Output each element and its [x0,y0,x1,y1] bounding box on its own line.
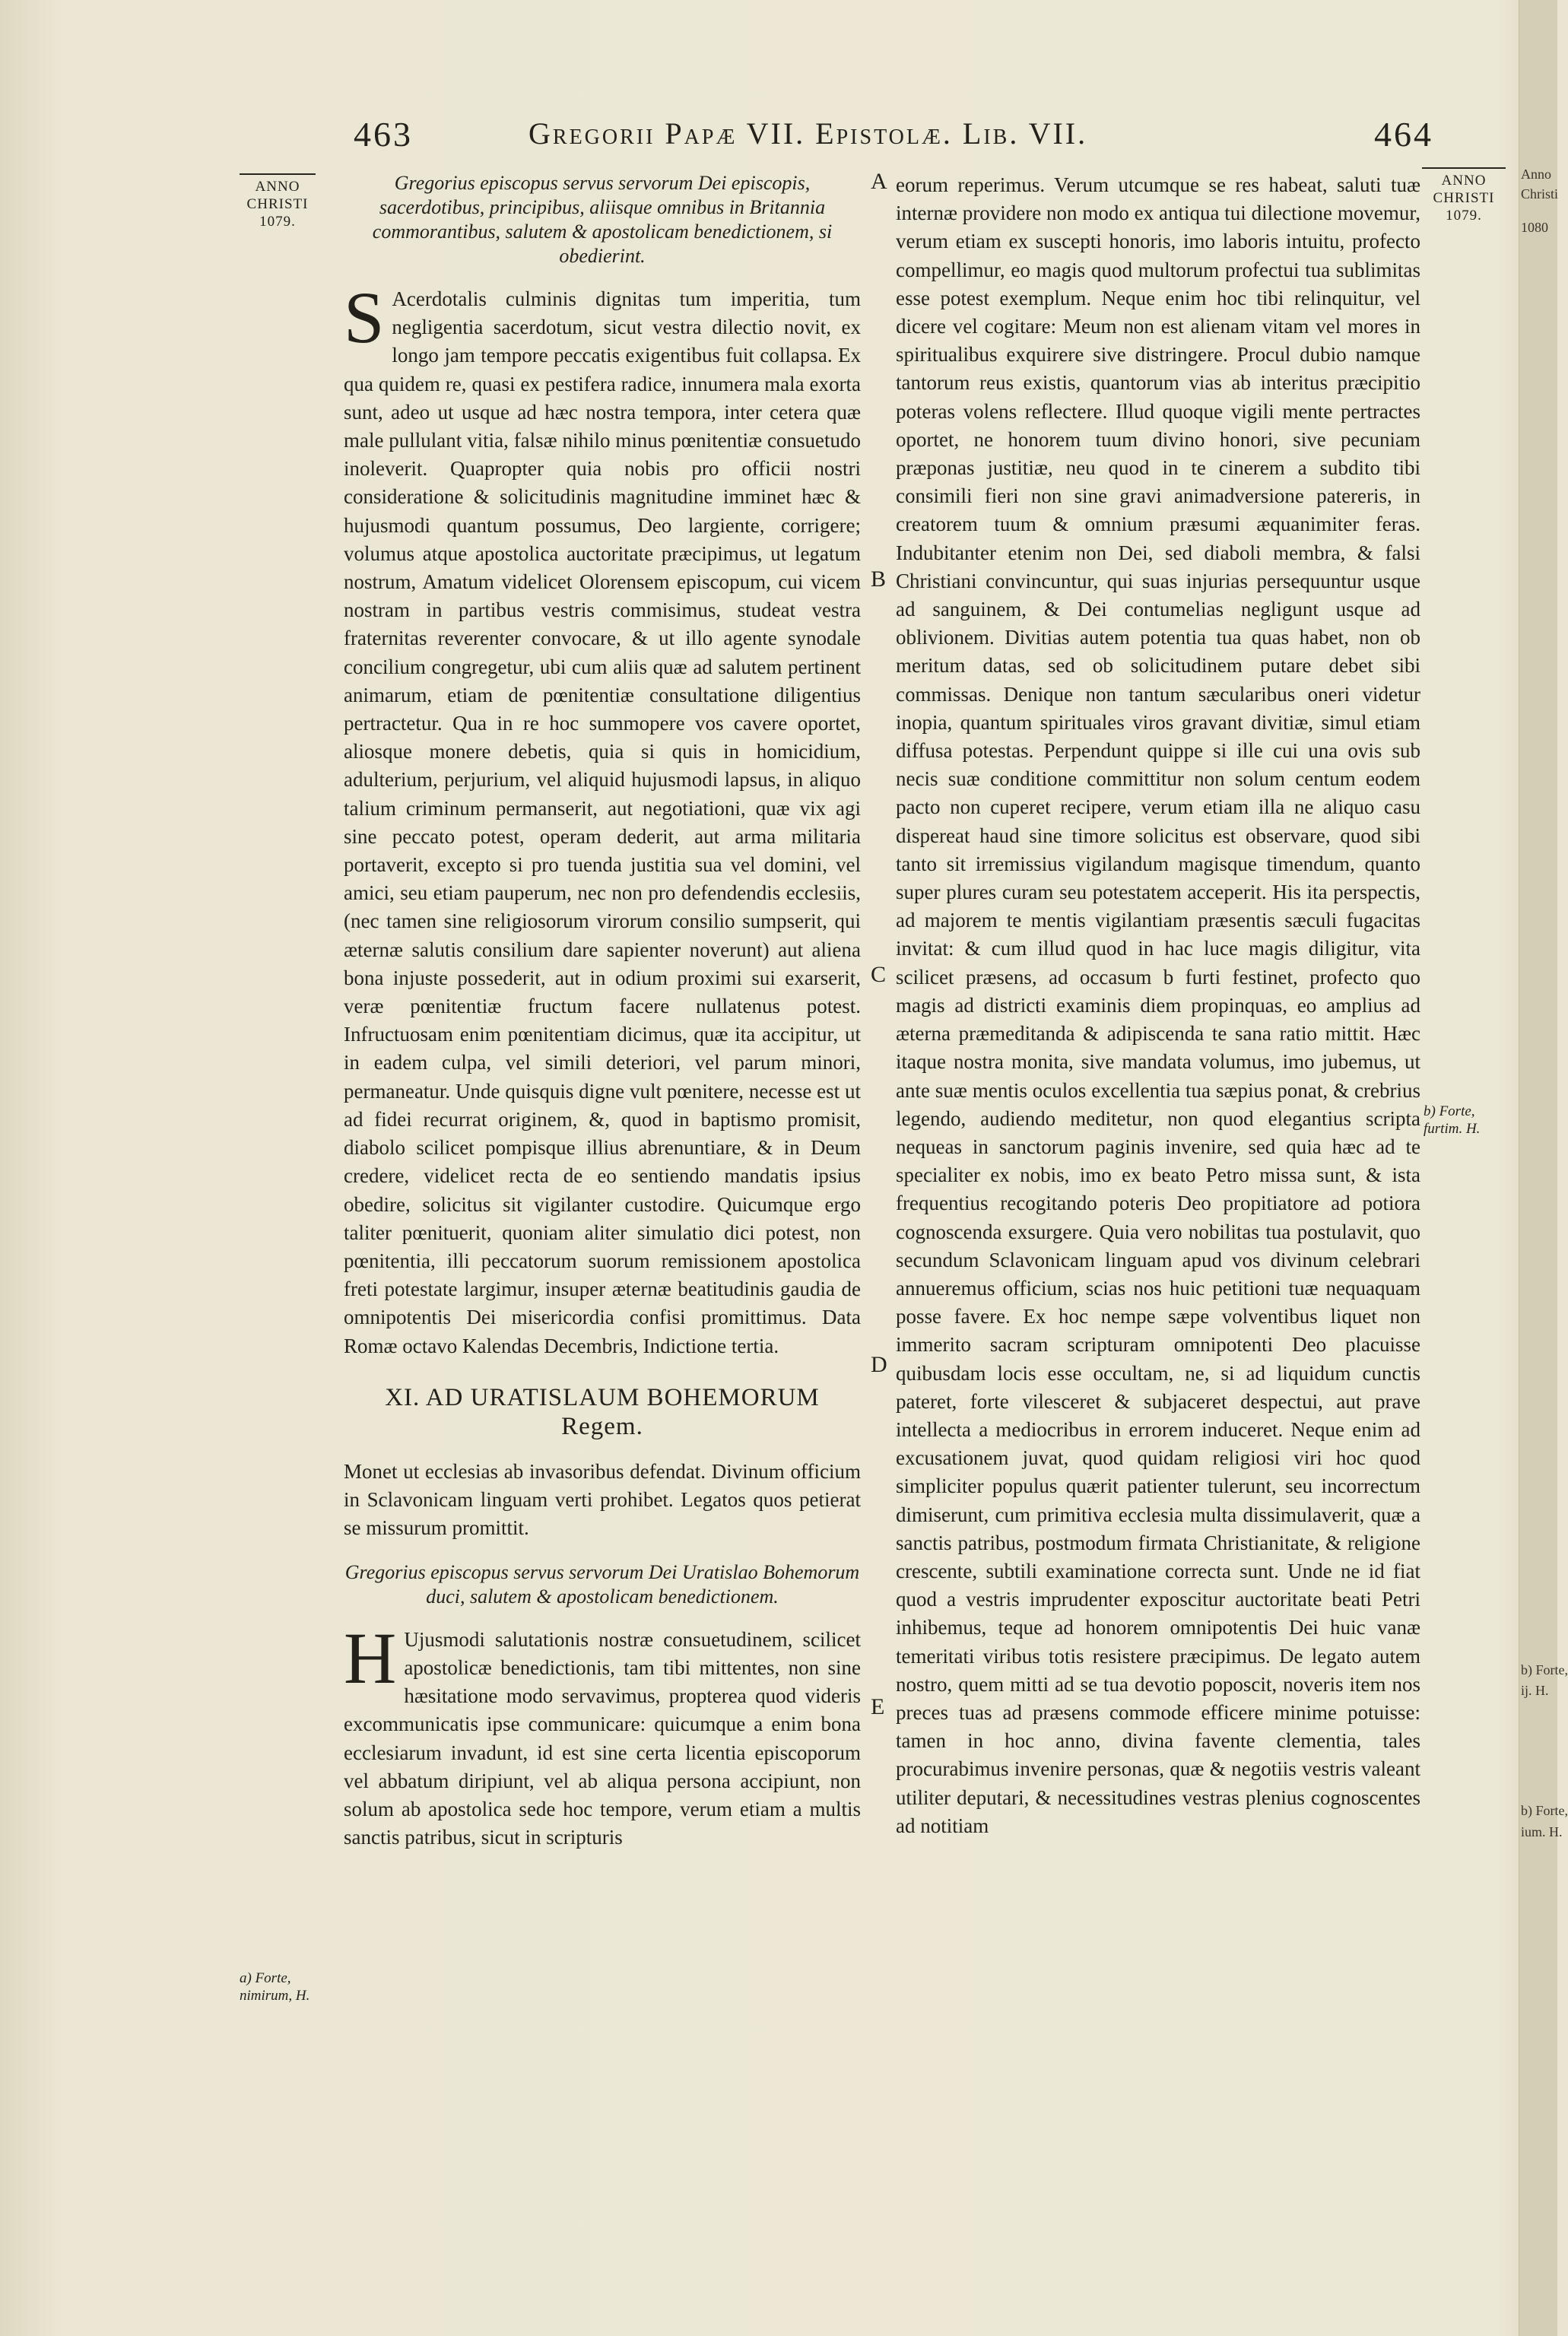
margin-footnote-b: b) Forte, furtim. H. [1424,1103,1481,1137]
salutation-2: Gregorius episcopus servus servorum Dei Uratislao Bohemorum duci, salutem & apostolicam benedictionem. [344,1560,860,1608]
letter-body-1-text: Acerdotalis culminis dignitas tum imperitia, tum negligentia sacerdotum, sicut vestra dilectio novit, ex longo jam tempore peccatis exigentibus fuit collapsa. Ex qua quidem re, quasi ex pestifera radice, innumera mala exorta sunt, adeo ut usque ad hæc nostra tempora, inter cetera quæ male pullulant vitia, falsæ nihilo minus pœnitentiæ consuetudo inoleverit. Quapropter quia nobis pro officii nostri consideratione & solicitudinis magnitudine imminet hæc & hujusmodi quantum possumus, Deo largiente, corrigere; volumus atque apostolica auctoritate præcipimus, ut legatum nostrum, Amatum videlicet Olorensem episcopum, cui vicem nostram in partibus vestris commisimus, studeat vestra fraternitas reverenter convocare, & ut illo agente synodale concilium congregetur, ubi cum aliis quæ ad salutem pertinent animarum, etiam de pœnitentiæ consultatione diligentius pertractetur. Qua in re hoc summopere vos cavere oportet, aliosque monere debetis, quia si quis in homicidium, adulterium, perjurium, vel aliquid hujusmodi lapsus, in aliquo talium criminum permanserit, aut negotiationi, quæ vix agi sine peccato potest, operam dederit, aut arma militaria portaverit, excepto si pro tuenda justitia sua vel domini, vel amici, seu etiam pauperum, nec non pro defendendis ecclesiis, (nec tamen sine religiosorum virorum consilio sumpserit, qui æternæ salutis consilium dare sapienter noverunt) aut aliena bona injuste possederit, aut in odium proximi sui exarserit, veræ pœnitentiæ fructum facere nullatenus potest. Infructuosam enim pœnitentiam dicimus, quæ ita accipitur, ut in eadem culpa, vel simili deteriori, vel parum minori, permaneatur. Unde quisquis digne vult pœnitere, necesse est ut ad fidei recurrat originem, &, quod in baptismo promisit, diabolo scilicet pompisque illius abrenuntiare, & in Deum credere, videlicet recta de eo sentiendo mandatis ipsius obedire, solicitus sit vigilanter custodire. Quicumque ergo taliter pœnituerit, quoniam aliter simulatio dici potest, non pœnitentia, illi peccatorum suorum remissionem apostolica freti potestate largimur, insuper æternæ beatitudinis gaudia de omnipotentis Dei misericordia confisi promittimus. Data Romæ octavo Kalendas Decembris, Indictione tertia. [344,287,861,1357]
edge-fragment: Christi [1521,186,1559,202]
section-letter-d: D [871,1352,887,1377]
running-header [346,114,1441,160]
margin-anno-label: ANNO [255,179,300,195]
drop-cap: S [344,277,385,358]
left-text-column [344,171,861,1852]
letter-heading: XI. AD URATISLAUM BOHEMORUM Regem. [385,1383,820,1440]
margin-date-right [1422,167,1506,224]
edge-fragment: ium. H. [1521,1824,1563,1839]
edge-fragment: ij. H. [1521,1683,1549,1698]
salutation-1: Gregorius episcopus servus servorum Dei episcopis, sacerdotibus, principibus, aliisque omnibus in Britannia commorantibus, salutem & apostolicam benedictionem, si obedierint. [372,172,833,267]
section-letter-a: A [871,169,887,194]
section-letter-c: C [871,962,887,987]
margin-footnote-a: a) Forte, nimirum, H. [240,1970,310,2004]
drop-cap: H [344,1617,397,1699]
edge-fragment: b) Forte, [1521,1662,1568,1677]
letter-body-1 [344,277,861,1360]
section-letter-b: B [871,567,887,592]
margin-year: 1079. [259,214,296,230]
adjacent-page-edge [1519,0,1557,2336]
letter-summary: Monet ut ecclesias ab invasoribus defendat. Divinum officium in Sclavonicam linguam verti prohibet. Legatos quos petierat se missurum promittit. [344,1459,861,1539]
margin-christi-label: CHRISTI [1433,190,1495,206]
letter-body-2 [344,1617,861,1852]
page-number-right: 464 [1374,115,1433,154]
letter-body-2-text: Ujusmodi salutationis nostræ consuetudinem, scilicet apostolicæ benedictionis, tam tibi mittentes, non sine hæsitatione modo servavimus, propterea quod videris excommunicatis ipse communicare: quicumque a enim bona ecclesiarum invadunt, id est sine certa licentia episcoporum vel abbatum diripiunt, vel ab aliqua persona accipiunt, non solum ab apostolica sede hoc tempore, verum etiam a multis sanctis patribus, sicut in scripturis [344,1627,861,1849]
edge-fragment: b) Forte, [1521,1803,1568,1818]
running-title: Gregorii Papæ VII. Epistolæ. Lib. VII. [528,116,1088,151]
edge-fragment: 1080 [1521,220,1548,235]
right-text-column [896,171,1420,1840]
margin-date-left [240,173,316,230]
letter-body-continued: eorum reperimus. Verum utcumque se res habeat, saluti tuæ internæ providere non modo ex antiqua tui dilectione movemur, verum etiam ex suscepti honoris, imo laboris intuitu, profecto compellimur, eo magis quod multorum profectui tua sublimitas esse potest exemplum. Neque enim hoc tibi relinquitur, vel dicere vel cogitare: Meum non est alienam vitam vel mores in spiritualibus exquirere sive distringere. Procul dubio namque tantorum reus existis, quantorum vias ab interitus præcipitio poteras volens reflectere. Illud quoque vigili mente pertractes oportet, ne honorem tuum divino honori, sive pecuniam præponas justitiæ, neu quod in te cinerem a subdito tibi consimili fieri non sine gravi animadversione patereris, in creatorem tuum & omnium præsumi æquanimiter feras. Indubitanter etenim non Dei, sed diaboli membra, & falsi Christiani convincuntur, qui suas injurias persequuntur usque ad sanguinem, & Dei contumelias negligunt usque ad oblivionem. Divitias autem potentia tua quas habet, non ob meritum datas, sed ob solicitudinem putare debet sibi commissas. Denique non tantum sæcularibus oneri videtur inopia, quantum spirituales viros gravant divitiæ, simul etiam diffusa potestas. Perpendunt quippe si ille cui una ovis sub necis suæ conditione committitur non solum centum eodem pacto non cuperet recipere, verum etiam illa ne aliquo casu dispereat haud sine timore solicitus est observare, quod sibi tanto sit irremissius vigilandum magisque timendum, quanto super plures curam seu potestatem acceperit. His ita perspectis, ad majorem te mentis vigilantiam præsentis sæculi fugacitas invitat: & cum illud quod in hac luce magis diligitur, vita scilicet præsens, ad occasum b furti festinet, profecto quo magis ad districti examinis diem propinquas, eo amplius ad æterna præmeditanda & adipiscenda te sana ratio mittit. Hæc itaque nostra monita, sive mandata volumus, imo jubemus, ut ante suæ mentis oculos excellentia tua sæpius ponat, & crebrius legendo, audiendo meditetur, non quod elegantius scripta nequeas in sanctorum paginis invenire, sed quia hæc ad te specialiter ex nobis, imo ex beato Petro missa sunt, & ista frequentius recogitando poteris Deo propitiatore ad potiora cognoscenda exsurgere. Quia vero nobilitas tua postulavit, quo secundum Sclavonicam linguam apud vos divinum celebrari annueremus officium, scias nos huic petitioni tuæ nequaquam posse favere. Ex hoc nempe sæpe volventibus liquet non immerito sacram scripturam omnipotenti Deo placuisse quibusdam locis esse occultam, ne, si ad liquidum cunctis pateret, forte vilesceret & subjaceret despectui, aut prave intellecta a mediocribus in errorem induceret. Neque enim ad excusationem juvat, quod quidam religiosi viri hoc quod simpliciter populus quærit patienter tulerunt, seu incorrectum dimiserunt, cum primitiva ecclesia multa dissimulaverit, quæ a sanctis patribus, postmodum firmata Christianitate, & religione crescente, subtili examinatione correcta sunt. Unde ne id fiat quod a vestris imprudenter exposcitur auctoritate beati Petri inhibemus, teque ad honorem omnipotentis Dei huic vanæ temeritati viribus totis resistere præcipimus. De legato autem nostro, quem mitti ad se tua devotio poposcit, noveris item nos preces tuas ad præsens commode efficere minime potuisse: tamen in hoc anno, divina favente clementia, tales procurabimus invenire personas, quæ & negotiis vestris valeant utiliter deputari, & necessitudines vestras plenius cognoscentes ad notitiam [896,173,1420,1837]
margin-christi-label: CHRISTI [246,196,309,212]
edge-fragment: Anno [1521,167,1551,182]
margin-anno-label: ANNO [1441,173,1487,189]
section-letter-e: E [871,1694,885,1719]
page-number-left: 463 [354,115,413,154]
margin-year: 1079. [1446,208,1482,224]
